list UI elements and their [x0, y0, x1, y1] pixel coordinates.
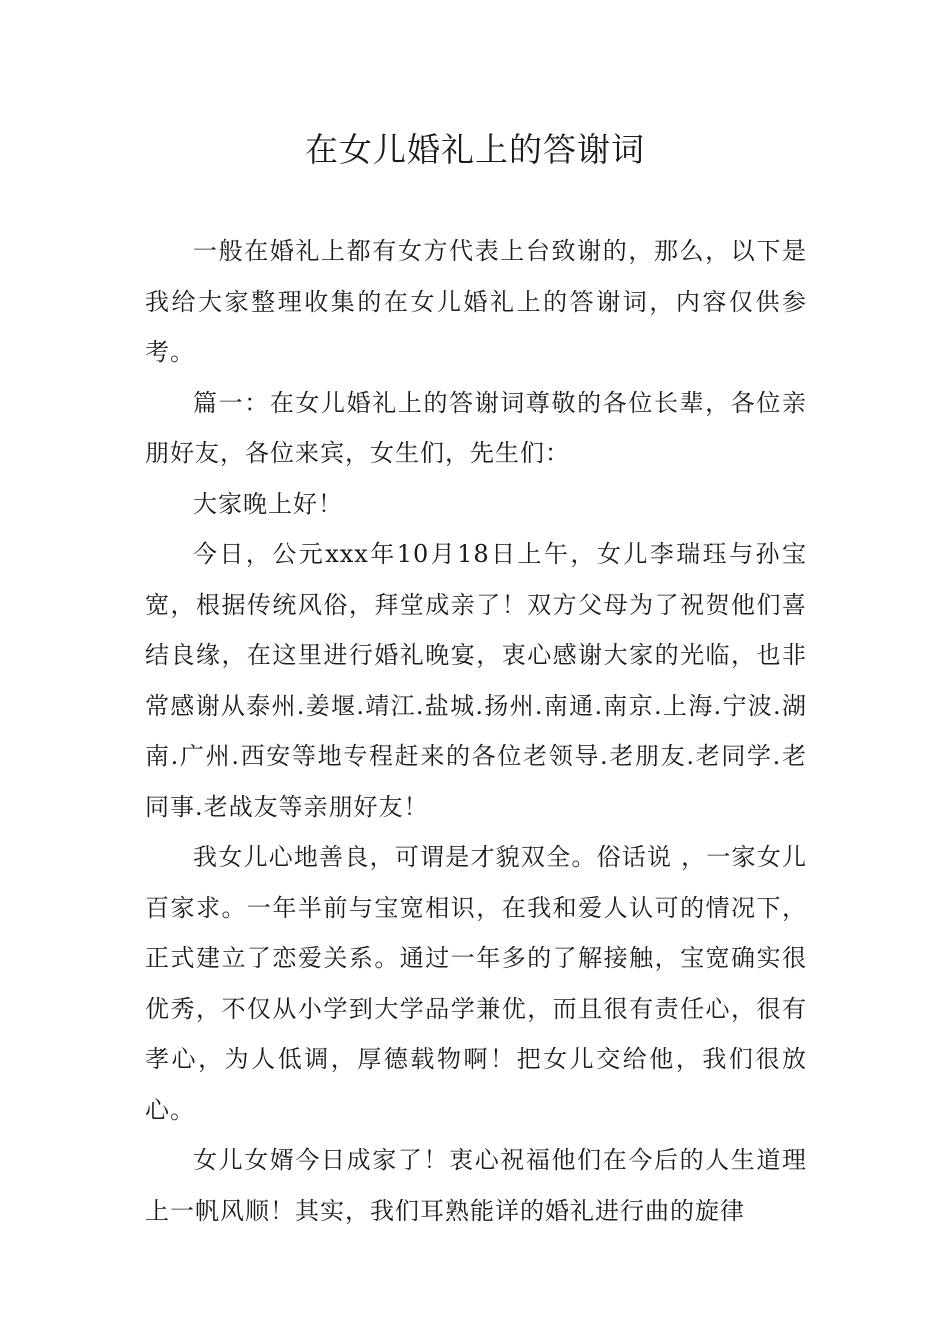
paragraph-blessing: 女儿女婿今日成家了！衷心祝福他们在今后的人生道理上一帆风顺！其实，我们耳熟能详的婚礼进行曲的旋律 [145, 1146, 807, 1225]
paragraph-intro: 一般在婚礼上都有女方代表上台致谢的，那么，以下是我给大家整理收集的在女儿婚礼上的答谢词，内容仅供参考。 [145, 237, 807, 366]
document-body [145, 226, 807, 1236]
paragraph-daughter: 我女儿心地善良，可谓是才貌双全。俗话说 ，一家女儿百家求。一年半前与宝宽相识，在我和爱人认可的情况下，正式建立了恋爱关系。通过一年多的了解接触，宝宽确实很优秀，不仅从小学到大学品学兼优，而且很有责任心，很有孝心，为人低调，厚德载物啊！把女儿交给他，我们很放心。 [145, 843, 807, 1124]
paragraph-salutation: 篇一：在女儿婚礼上的答谢词尊敬的各位长辈，各位亲朋好友，各位来宾，女生们，先生们： [145, 388, 807, 467]
paragraph-greeting: 大家晚上好！ [193, 489, 343, 518]
paragraph-wedding-announcement: 今日，公元xxx年10月18日上午，女儿李瑞珏与孙宝宽，根据传统风俗，拜堂成亲了！双方父母为了祝贺他们喜结良缘，在这里进行婚礼晚宴，衷心感谢大家的光临，也非常感谢从泰州.姜堰.靖江.盐城.扬州.南通.南京.上海.宁波.湖南.广州.西安等地专程赶来的各位老领导.老朋友.老同学.老同事.老战友等亲朋好友！ [145, 540, 807, 821]
document-title: 在女儿婚礼上的答谢词 [305, 130, 645, 169]
